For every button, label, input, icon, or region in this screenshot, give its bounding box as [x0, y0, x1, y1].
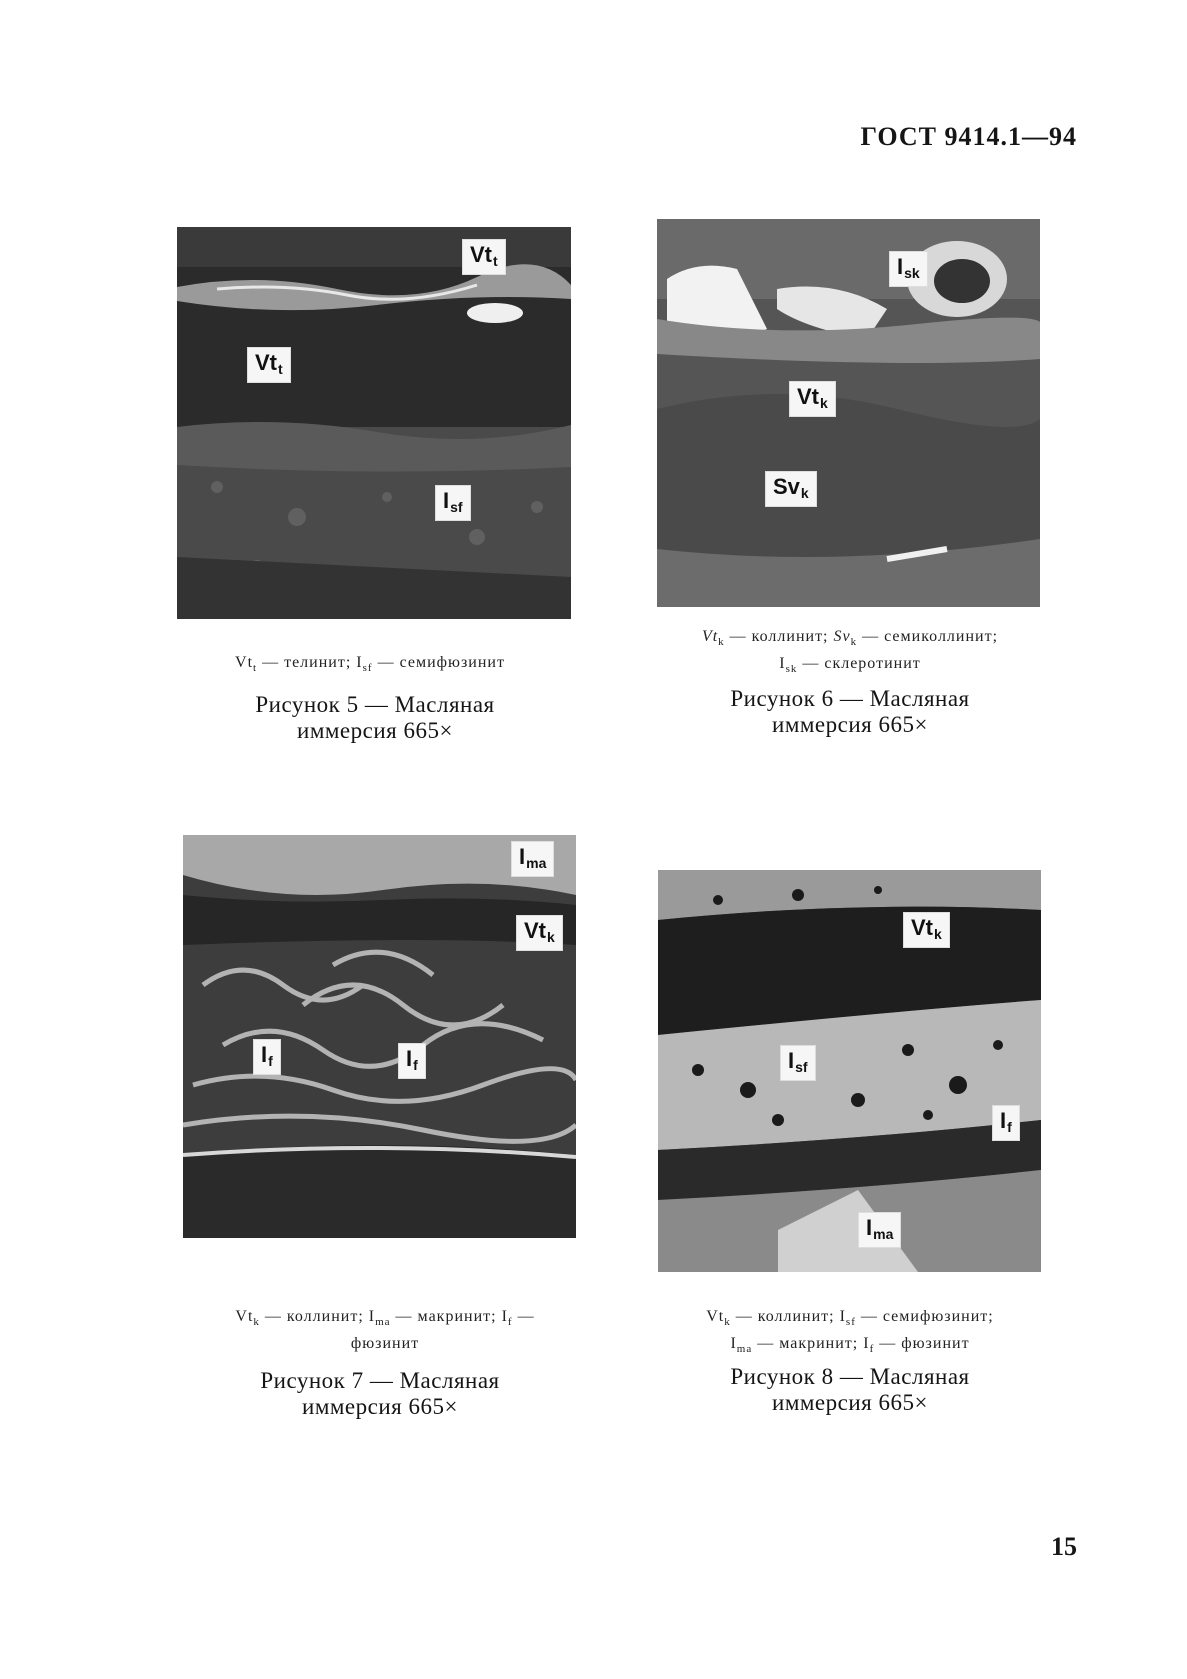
micrograph-figure-5 [177, 227, 571, 619]
figure-7-caption: Рисунок 7 — Масляная иммерсия 665× [260, 1368, 500, 1419]
figure-7-label-ima: $I_{ma}$ [511, 841, 554, 877]
legend-item: $I_f$ — фюзинит [863, 1335, 970, 1356]
figure-5-caption: Рисунок 5 — Масляная иммерсия 665× [255, 692, 495, 743]
legend-item: $I_{ma}$ — макринит; [730, 1335, 864, 1356]
micrograph-figure-8 [658, 870, 1041, 1272]
figure-8-legend [630, 1306, 1070, 1360]
figure-8-label-isf: $I_{sf}$ [780, 1045, 816, 1081]
figure-8-label-ima: $I_{ma}$ [858, 1212, 901, 1248]
legend-item: $I_f$ — [501, 1308, 535, 1329]
figure-5-legend [150, 652, 590, 679]
legend-item: $Sv_k$ — семиколлинит; [833, 628, 999, 649]
figure-8-caption: Рисунок 8 — Масляная иммерсия 665× [730, 1364, 970, 1415]
legend-item: $Vt_k$ — коллинит; [701, 628, 834, 649]
figure-7-label-vtk: $Vt_k$ [516, 915, 563, 951]
legend-item: $I_{ma}$ — макринит; [368, 1308, 502, 1329]
legend-item: $Vt_t$ — телинит; [235, 654, 357, 675]
figure-5-label-isf: $I_{sf}$ [435, 485, 471, 521]
legend-item: фюзинит [350, 1335, 420, 1353]
figure-8-label-vtk: $Vt_k$ [903, 912, 950, 948]
legend-item: $I_{sf}$ — семифюзинит; [839, 1308, 994, 1329]
micrograph-figure-6 [657, 219, 1040, 607]
document-header: ГОСТ 9414.1—94 [860, 122, 1077, 151]
figure-7-label-if-left: $I_f$ [253, 1039, 281, 1075]
figure-5-label-vt-middle: $Vt_t$ [247, 347, 291, 383]
legend-item: $Vt_k$ — коллинит; [235, 1308, 369, 1329]
legend-item: $I_{sf}$ — семифюзинит [356, 654, 505, 675]
figure-6-legend [640, 626, 1060, 680]
figure-6-label-svk: $Sv_k$ [765, 471, 817, 507]
figure-6-caption: Рисунок 6 — Масляная иммерсия 665× [730, 686, 970, 737]
figure-7-legend [170, 1306, 600, 1355]
micrograph-figure-7 [183, 835, 576, 1238]
figure-8-label-if: $I_f$ [992, 1105, 1020, 1141]
figure-5-label-vt-top: $Vt_t$ [462, 239, 506, 275]
figure-7-label-if-right: $I_f$ [398, 1043, 426, 1079]
legend-item: $Vt_k$ — коллинит; [706, 1308, 840, 1329]
legend-item: $I_{sk}$ — склеротинит [779, 655, 921, 676]
page-number: 15 [1051, 1532, 1077, 1561]
figure-6-label-isk: $I_{sk}$ [889, 251, 928, 287]
figure-6-label-vtk: $Vt_k$ [789, 381, 836, 417]
